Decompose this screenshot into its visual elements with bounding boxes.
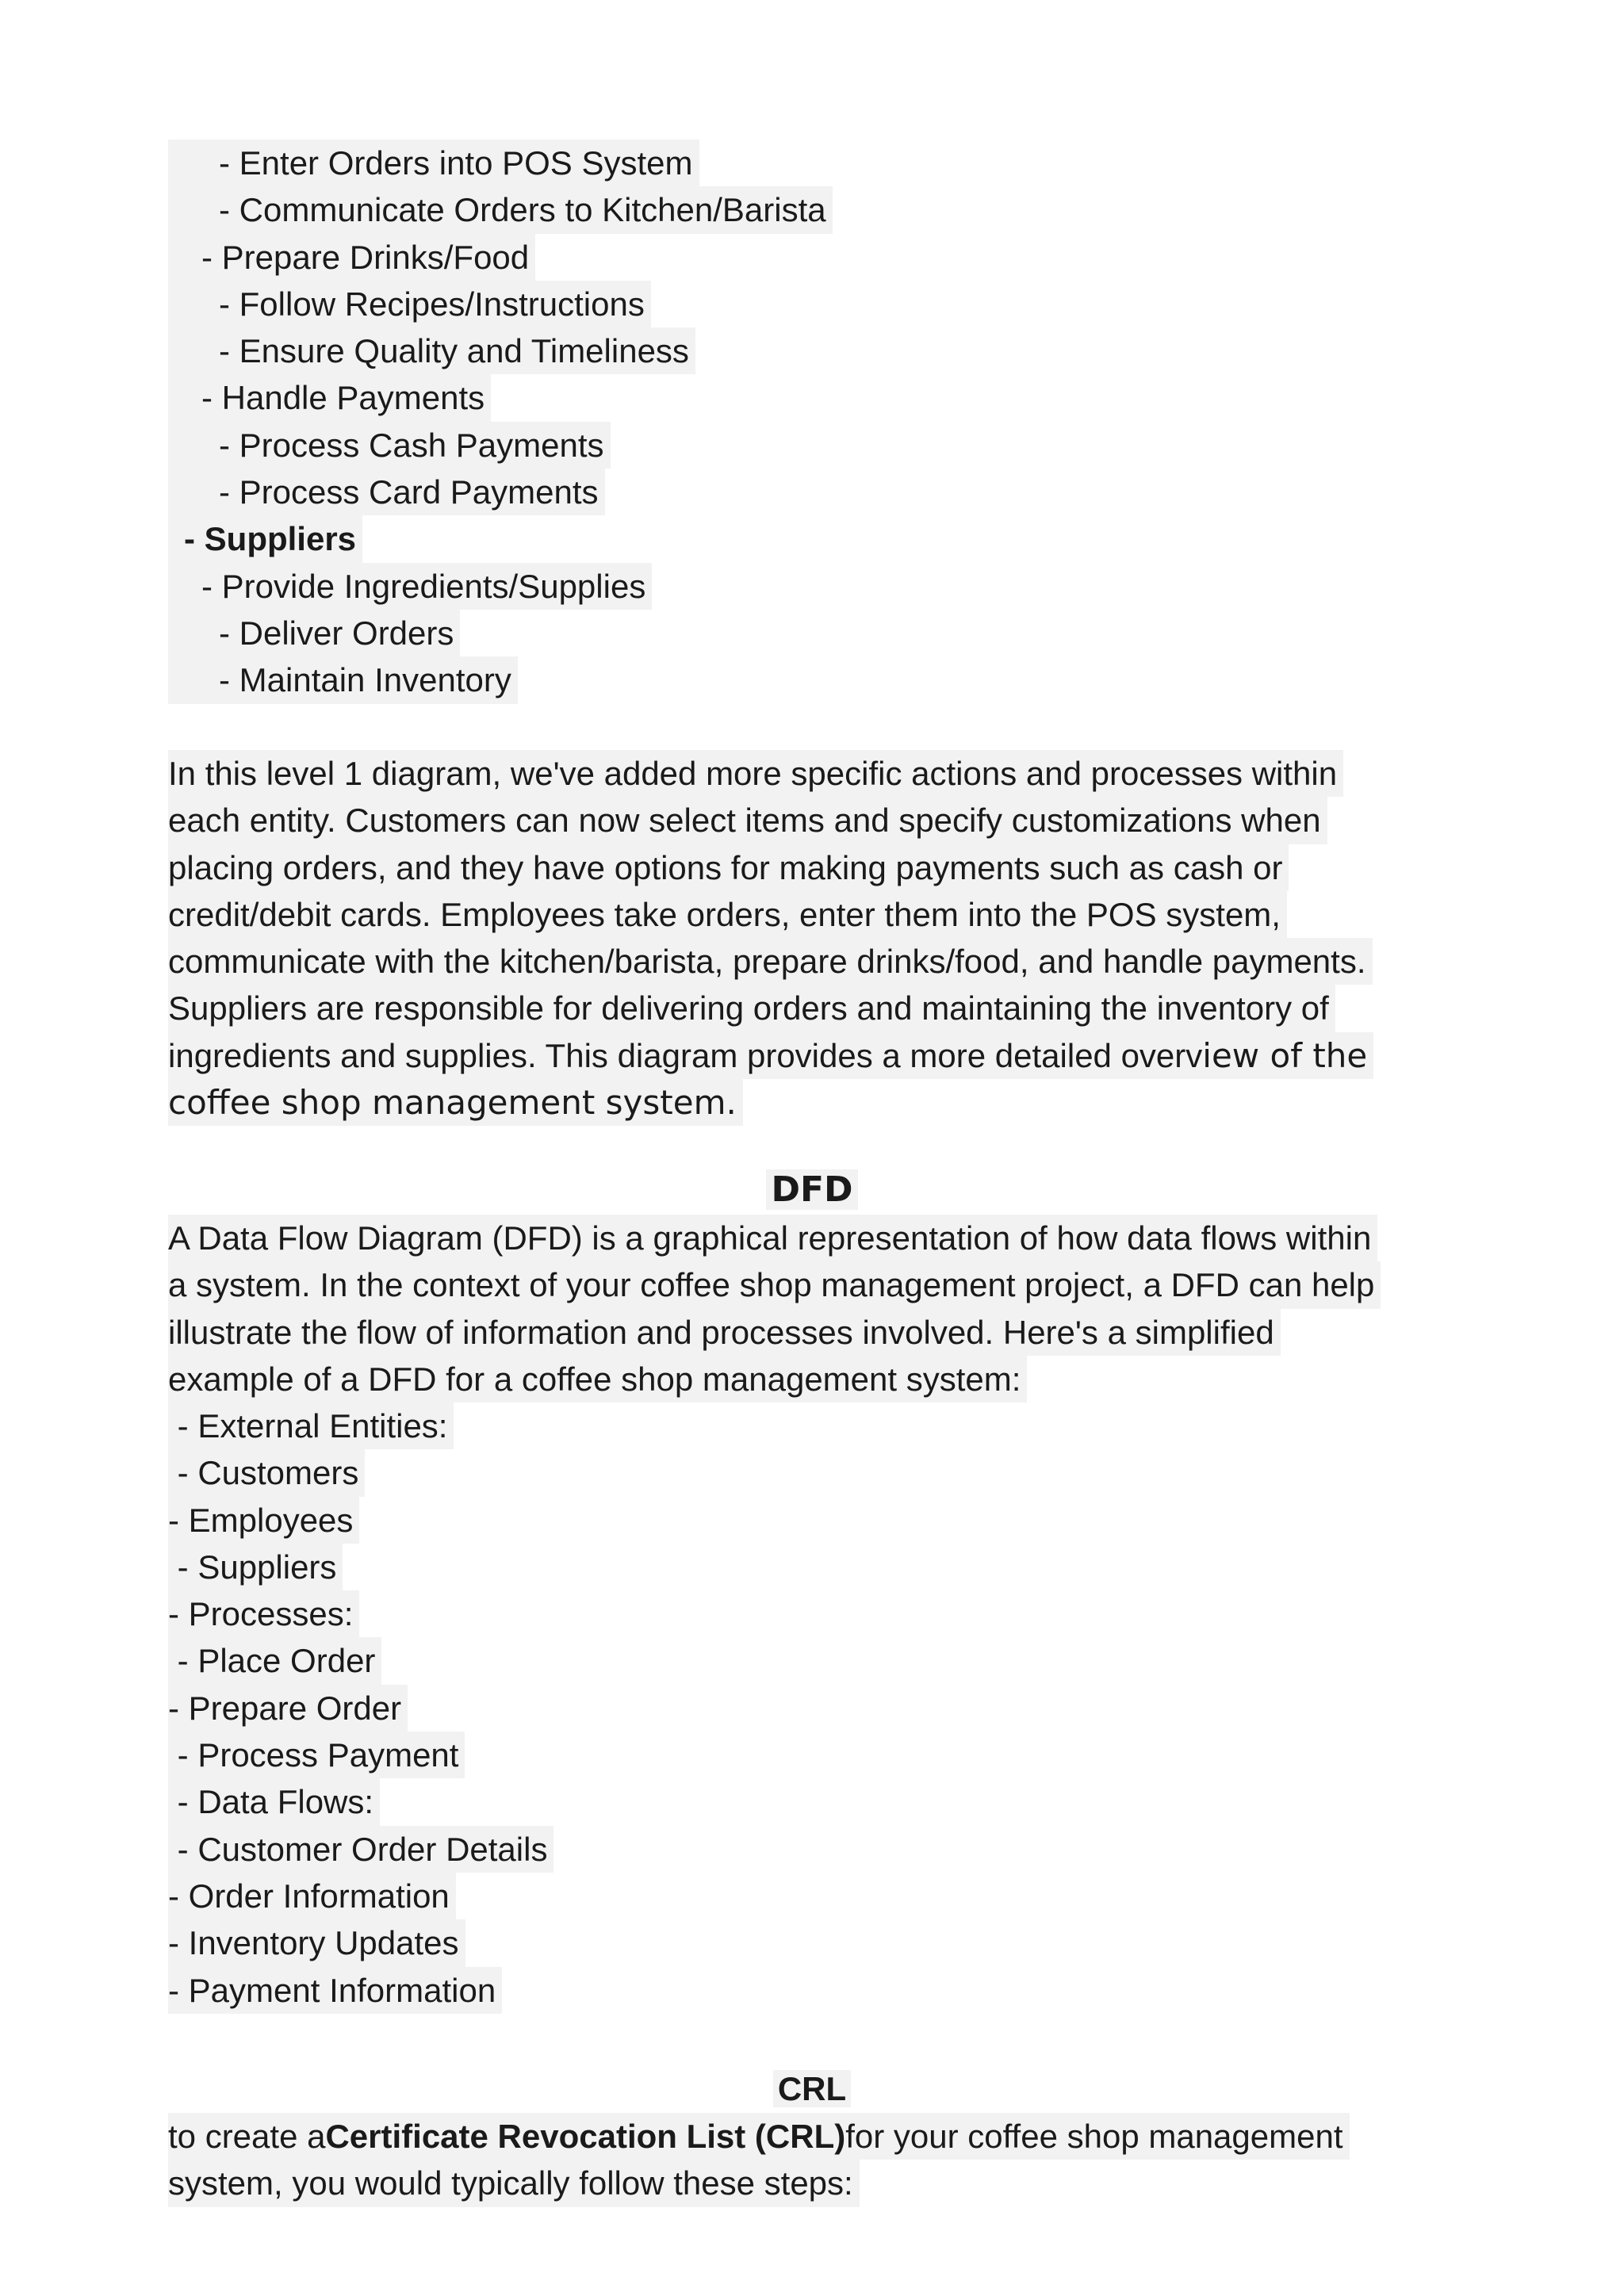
crl-heading bbox=[0, 2066, 1624, 2112]
dfd-list-item-text: - Prepare Order bbox=[168, 1685, 408, 1732]
paragraph-line-part: ingredients and supplies. This diagram provides a more detailed overv bbox=[168, 1036, 1203, 1074]
dfd-list-item bbox=[168, 1778, 1469, 1825]
outline-item-text: - Provide Ingredients/Supplies bbox=[168, 563, 652, 610]
paragraph-line: a system. In the context of your coffee shop management project, a DFD can help bbox=[168, 1261, 1381, 1308]
paragraph-line-part-alt: iew of the bbox=[1202, 1035, 1368, 1075]
dfd-list-item bbox=[168, 1826, 1469, 1873]
dfd-list-item-text: - Processes: bbox=[168, 1590, 359, 1637]
dfd-list-item bbox=[168, 1967, 1469, 2014]
dfd-list-item bbox=[168, 1637, 1469, 1684]
level1-paragraph bbox=[168, 750, 1469, 1126]
dfd-list-item bbox=[168, 1919, 1469, 1966]
dfd-list-item bbox=[168, 1732, 1469, 1778]
dfd-list-item-text: - Payment Information bbox=[168, 1967, 502, 2014]
dfd-list bbox=[168, 1402, 1469, 2014]
paragraph-line: credit/debit cards. Employees take orders, enter them into the POS system, bbox=[168, 891, 1287, 938]
dfd-list-item-text: - External Entities: bbox=[168, 1402, 454, 1449]
outline-item-text: - Communicate Orders to Kitchen/Barista bbox=[168, 186, 833, 233]
paragraph-line: A Data Flow Diagram (DFD) is a graphical representation of how data flows within bbox=[168, 1215, 1377, 1261]
dfd-list-item-text: - Inventory Updates bbox=[168, 1919, 465, 1966]
dfd-list-item bbox=[168, 1449, 1469, 1496]
outline-item bbox=[168, 234, 1469, 281]
outline-item bbox=[168, 469, 1469, 515]
paragraph-line: example of a DFD for a coffee shop management system: bbox=[168, 1356, 1027, 1402]
outline-item bbox=[168, 422, 1469, 469]
paragraph-line: communicate with the kitchen/barista, prepare drinks/food, and handle payments. bbox=[168, 938, 1373, 985]
paragraph-line-part: for your coffee shop management bbox=[845, 2118, 1343, 2155]
paragraph-line: system, you would typically follow these steps: bbox=[168, 2160, 860, 2206]
outline-item-text: - Deliver Orders bbox=[168, 610, 460, 656]
paragraph-line: placing orders, and they have options for making payments such as cash or bbox=[168, 844, 1289, 891]
crl-paragraph bbox=[168, 2113, 1469, 2207]
outline-item-text: - Maintain Inventory bbox=[168, 656, 518, 703]
dfd-intro bbox=[168, 1215, 1469, 1402]
paragraph-line-part: to create a bbox=[168, 2118, 326, 2155]
outline-item bbox=[168, 563, 1469, 610]
dfd-heading-text: DFD bbox=[766, 1169, 857, 1210]
outline-item-text: - Handle Payments bbox=[168, 374, 491, 421]
dfd-list-item-text: - Place Order bbox=[168, 1637, 381, 1684]
dfd-list-item-text: - Customers bbox=[168, 1449, 365, 1496]
dfd-list-item-text: - Customer Order Details bbox=[168, 1826, 553, 1873]
outline-item-text: - Enter Orders into POS System bbox=[168, 140, 699, 186]
dfd-list-item bbox=[168, 1873, 1469, 1919]
outline-item bbox=[168, 327, 1469, 374]
dfd-list-item-text: - Suppliers bbox=[168, 1544, 343, 1590]
dfd-list-item bbox=[168, 1497, 1469, 1544]
dfd-list-item bbox=[168, 1685, 1469, 1732]
paragraph-line: In this level 1 diagram, we've added more specific actions and processes within bbox=[168, 750, 1343, 797]
outline-item bbox=[168, 281, 1469, 327]
dfd-list-item-text: - Order Information bbox=[168, 1873, 456, 1919]
crl-heading-text: CRL bbox=[773, 2070, 851, 2107]
dfd-heading bbox=[0, 1167, 1624, 1213]
outline-item bbox=[168, 610, 1469, 656]
paragraph-line: each entity. Customers can now select items and specify customizations when bbox=[168, 797, 1327, 844]
outline-item bbox=[168, 140, 1469, 186]
dfd-list-item bbox=[168, 1544, 1469, 1590]
outline-item-text: - Process Card Payments bbox=[168, 469, 605, 515]
crl-term: Certificate Revocation List (CRL) bbox=[325, 2118, 846, 2155]
outline-list bbox=[168, 140, 1469, 704]
dfd-list-item-text: - Process Payment bbox=[168, 1732, 465, 1778]
dfd-list-item-text: - Data Flows: bbox=[168, 1778, 380, 1825]
dfd-list-item bbox=[168, 1590, 1469, 1637]
outline-item-text: - Ensure Quality and Timeliness bbox=[168, 327, 695, 374]
dfd-list-item-text: - Employees bbox=[168, 1497, 359, 1544]
outline-item bbox=[168, 374, 1469, 421]
dfd-list-item bbox=[168, 1402, 1469, 1449]
outline-item-text: - Suppliers bbox=[168, 515, 362, 562]
paragraph-line-alt: coffee shop management system. bbox=[168, 1079, 743, 1126]
outline-item-text: - Process Cash Payments bbox=[168, 422, 611, 469]
outline-item bbox=[168, 515, 1469, 562]
outline-item bbox=[168, 656, 1469, 703]
outline-item-text: - Follow Recipes/Instructions bbox=[168, 281, 651, 327]
paragraph-line bbox=[168, 1032, 1373, 1079]
paragraph-line bbox=[168, 2113, 1350, 2160]
outline-item-text: - Prepare Drinks/Food bbox=[168, 234, 535, 281]
paragraph-line: illustrate the flow of information and processes involved. Here's a simplified bbox=[168, 1309, 1281, 1356]
paragraph-line: Suppliers are responsible for delivering orders and maintaining the inventory of bbox=[168, 985, 1335, 1031]
outline-item bbox=[168, 186, 1469, 233]
